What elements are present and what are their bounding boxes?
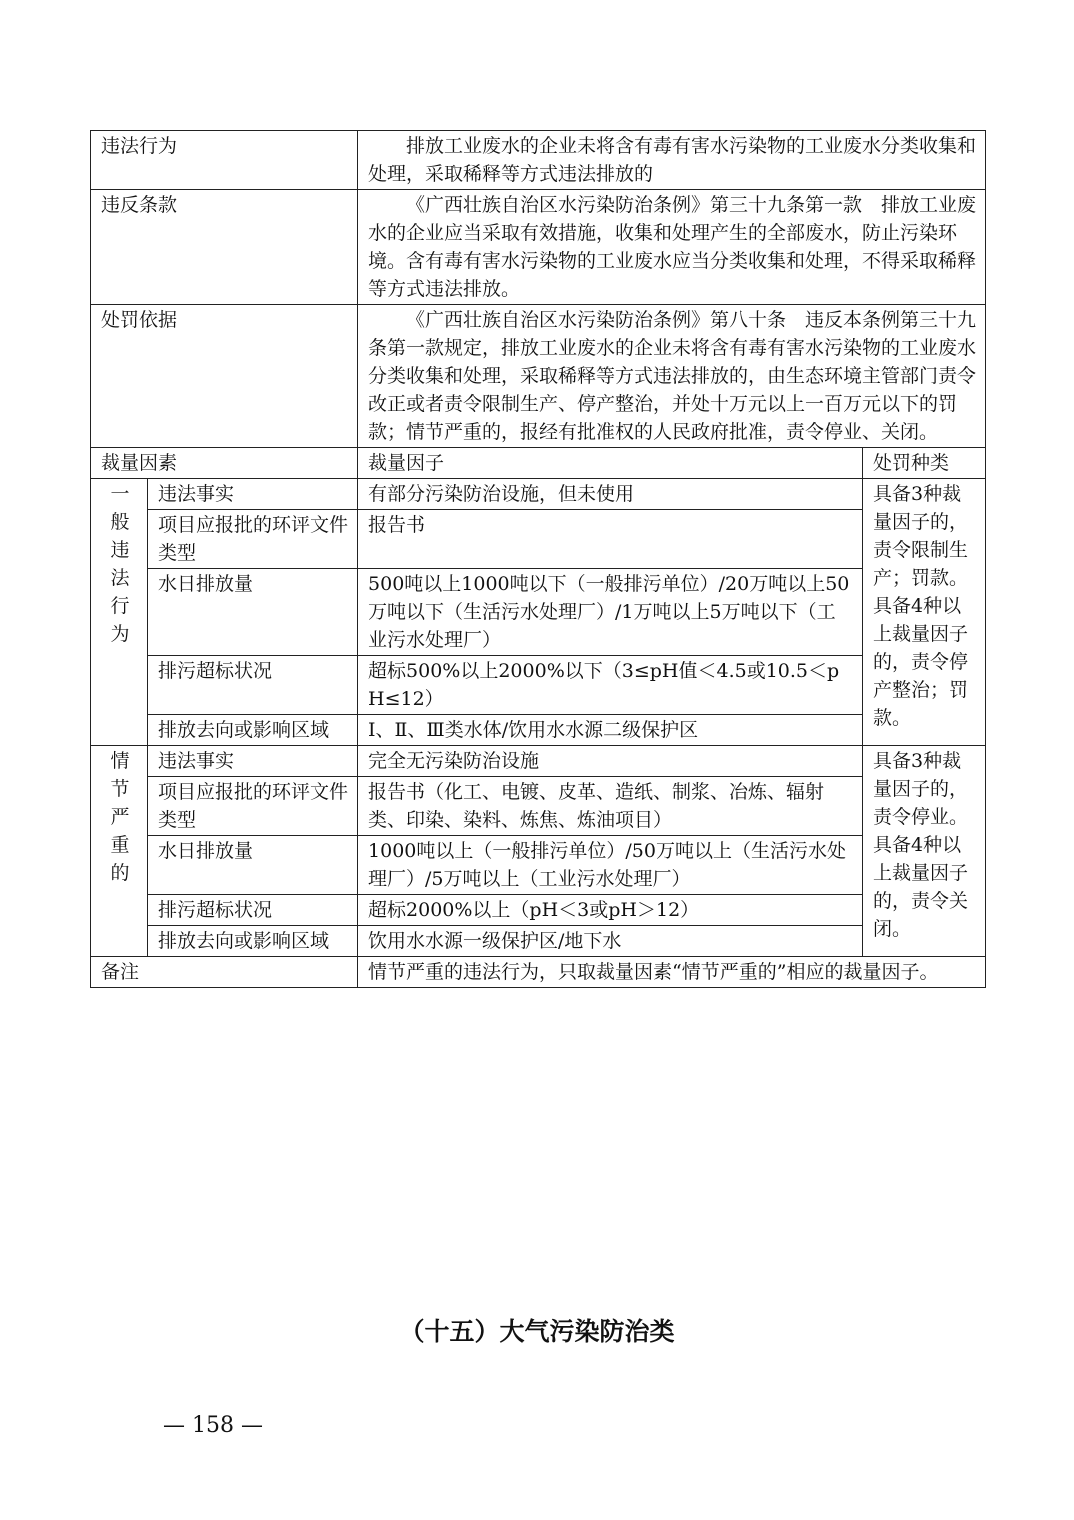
factor-label: 排放去向或影响区域 — [148, 926, 358, 957]
group-char: 一 — [110, 483, 130, 505]
factor-value: 1000吨以上（一般排污单位）/50万吨以上（生活污水处理厂）/5万吨以上（工业污水处理厂） — [358, 836, 863, 895]
penalty-general: 具备3种裁量因子的，责令限制生产；罚款。具备4种以上裁量因子的，责令停产整治；罚款。 — [863, 479, 986, 746]
table-row — [91, 715, 986, 746]
row-label: 违法行为 — [91, 131, 358, 190]
group-name-general — [91, 479, 148, 746]
table-row — [91, 190, 986, 305]
remark-label: 备注 — [91, 957, 358, 988]
group-char: 重 — [110, 834, 130, 856]
factor-value: 有部分污染防治设施，但未使用 — [358, 479, 863, 510]
factor-value: 超标2000%以上（pH＜3或pH＞12） — [358, 895, 863, 926]
factor-value: 报告书（化工、电镀、皮革、造纸、制浆、冶炼、辐射类、印染、染料、炼焦、炼油项目） — [358, 777, 863, 836]
table-row — [91, 895, 986, 926]
table-header-row — [91, 448, 986, 479]
table-row — [91, 926, 986, 957]
penalty-table — [90, 130, 986, 988]
table-row — [91, 836, 986, 895]
factor-value: Ⅰ、Ⅱ、Ⅲ类水体/饮用水水源二级保护区 — [358, 715, 863, 746]
factor-label: 排污超标状况 — [148, 895, 358, 926]
table-row — [91, 510, 986, 569]
group-char: 节 — [110, 778, 130, 800]
table-row — [91, 746, 986, 777]
row-content: 排放工业废水的企业未将含有毒有害水污染物的工业废水分类收集和处理，采取稀释等方式违法排放的 — [358, 131, 986, 190]
group-char: 严 — [110, 806, 130, 828]
factor-value: 饮用水水源一级保护区/地下水 — [358, 926, 863, 957]
factor-label: 水日排放量 — [148, 569, 358, 656]
row-content: 《广西壮族自治区水污染防治条例》第八十条 违反本条例第三十九条第一款规定，排放工业废水的企业未将含有毒有害水污染物的工业废水分类收集和处理，采取稀释等方式违法排放的，由生态环境主管部门责令改正或者责令限制生产、停产整治，并处十万元以上一百万元以下的罚款；情节严重的，报经有批准权的人民政府批准，责令停业、关闭。 — [358, 305, 986, 448]
header-penalty-type: 处罚种类 — [863, 448, 986, 479]
table-row — [91, 957, 986, 988]
group-char: 情 — [110, 750, 130, 772]
table-row — [91, 777, 986, 836]
group-char: 法 — [110, 567, 130, 589]
factor-value: 500吨以上1000吨以下（一般排污单位）/20万吨以上50万吨以下（生活污水处理厂）/1万吨以上5万吨以下（工业污水处理厂） — [358, 569, 863, 656]
table-row — [91, 305, 986, 448]
table-row — [91, 656, 986, 715]
row-label: 处罚依据 — [91, 305, 358, 448]
group-char: 违 — [110, 539, 130, 561]
factor-value: 完全无污染防治设施 — [358, 746, 863, 777]
factor-label: 项目应报批的环评文件类型 — [148, 510, 358, 569]
factor-value: 报告书 — [358, 510, 863, 569]
factor-value: 超标500%以上2000%以下（3≤pH值＜4.5或10.5＜pH≤12） — [358, 656, 863, 715]
page-number: — 158 — — [163, 1413, 263, 1438]
table-row — [91, 479, 986, 510]
penalty-serious: 具备3种裁量因子的，责令停业。具备4种以上裁量因子的，责令关闭。 — [863, 746, 986, 957]
section-title: （十五）大气污染防治类 — [399, 1317, 675, 1346]
row-label: 违反条款 — [91, 190, 358, 305]
group-char: 行 — [110, 595, 130, 617]
factor-label: 排放去向或影响区域 — [148, 715, 358, 746]
group-char: 的 — [110, 862, 130, 884]
row-content: 《广西壮族自治区水污染防治条例》第三十九条第一款 排放工业废水的企业应当采取有效措施，收集和处理产生的全部废水，防止污染环境。含有毒有害水污染物的工业废水应当分类收集和处理，不得采取稀释等方式违法排放。 — [358, 190, 986, 305]
table-row — [91, 131, 986, 190]
remark-content: 情节严重的违法行为，只取裁量因素“情节严重的”相应的裁量因子。 — [358, 957, 986, 988]
factor-label: 违法事实 — [148, 746, 358, 777]
header-factor: 裁量因素 — [91, 448, 358, 479]
factor-label: 水日排放量 — [148, 836, 358, 895]
group-char: 般 — [110, 511, 130, 533]
header-sub-factor: 裁量因子 — [358, 448, 863, 479]
group-name-serious — [91, 746, 148, 957]
table-row — [91, 569, 986, 656]
factor-label: 排污超标状况 — [148, 656, 358, 715]
factor-label: 项目应报批的环评文件类型 — [148, 777, 358, 836]
group-char: 为 — [110, 623, 130, 645]
factor-label: 违法事实 — [148, 479, 358, 510]
